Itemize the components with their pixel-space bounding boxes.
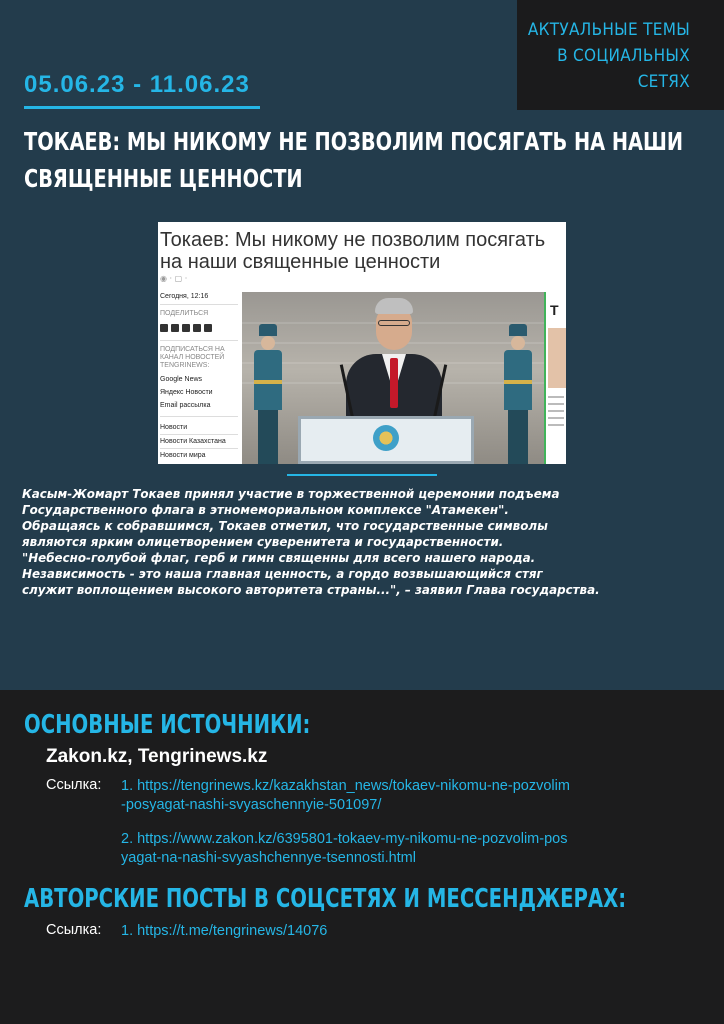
author-posts-heading: АВТОРСКИЕ ПОСТЫ В СОЦСЕТЯХ И МЕССЕНДЖЕРАХ: <box>24 884 627 914</box>
source-link-2[interactable]: 2. https://www.zakon.kz/6395801-tokaev-my-nikomu-ne-pozvolim-pos <box>121 831 568 847</box>
source-link-1[interactable]: 1. https://tengrinews.kz/kazakhstan_news/tokaev-nikomu-ne-pozvolim <box>121 778 570 794</box>
topic-tag-line: СЕТЯХ <box>637 72 690 92</box>
related-thumbnail <box>548 328 566 388</box>
article-text-line: Касым-Жомарт Токаев принял участие в торжественной церемонии подъема <box>22 486 560 501</box>
link-label: Ссылка: <box>46 922 102 938</box>
article-text-line: являются ярким олицетворением суверенитета и государственности. <box>22 534 504 549</box>
nav-kazakhstan-news[interactable]: Новости Казахстана <box>160 438 226 445</box>
headline-line: СВЯЩЕННЫЕ ЦЕННОСТИ <box>24 164 303 193</box>
subscribe-label-line: ПОДПИСАТЬСЯ НА <box>160 346 225 353</box>
ceremony-photo <box>242 292 544 464</box>
sources-names: Zakon.kz, Tengrinews.kz <box>46 746 268 767</box>
channel-email[interactable]: Email рассылка <box>160 402 211 409</box>
headline-line: ТОКАЕВ: МЫ НИКОМУ НЕ ПОЗВОЛИМ ПОСЯГАТЬ НА НАШИ <box>24 127 684 156</box>
channel-google-news[interactable]: Google News <box>160 376 203 383</box>
podium <box>298 416 474 464</box>
topic-tag <box>517 0 724 110</box>
article-text-line: Государственного флага в этномемориальном комплексе "Атамекен". <box>22 502 509 517</box>
divider <box>160 416 238 417</box>
share-label: ПОДЕЛИТЬСЯ <box>160 310 209 317</box>
topic-tag-line: В СОЦИАЛЬНЫХ <box>557 46 690 66</box>
author-post-link[interactable]: 1. https://t.me/tengrinews/14076 <box>121 923 328 939</box>
guard-figure <box>500 324 536 464</box>
source-link-2-cont[interactable]: yagat-na-nashi-svyashchennye-tsennosti.html <box>121 850 416 866</box>
facebook-icon[interactable] <box>182 324 190 332</box>
vk-icon[interactable] <box>160 324 168 332</box>
divider-line <box>287 474 437 476</box>
publish-time: Сегодня, 12:16 <box>160 293 209 300</box>
divider <box>160 340 238 341</box>
divider <box>160 448 238 449</box>
guard-figure <box>250 324 286 464</box>
screenshot-title-line: Токаев: Мы никому не позволим посягать <box>160 229 546 251</box>
article-text-line: Обращаясь к собравшимся, Токаев отметил, что государственные символы <box>22 518 548 533</box>
topic-tag-line: АКТУАЛЬНЫЕ ТЕМЫ <box>527 20 690 40</box>
screenshot-title-line: на наши священные ценности <box>160 251 441 273</box>
article-text-line: Независимость - это наша главная ценность, а гордо возвышающийся стяг <box>22 566 543 581</box>
article-text-line: служит воплощением высокого авторитета страны...", – заявил Глава государства. <box>22 582 600 597</box>
screenshot-meta: ◉ · ▢ · <box>160 274 188 283</box>
related-text <box>548 396 564 426</box>
article-text-line: "Небесно-голубой флаг, герб и гимн священны для всего нашего народа. <box>22 550 536 565</box>
nav-world-news[interactable]: Новости мира <box>160 452 206 459</box>
nav-news[interactable]: Новости <box>160 424 188 431</box>
source-link-1-cont[interactable]: -posyagat-nashi-svyaschennyie-501097/ <box>121 797 382 813</box>
share-icons <box>160 324 212 332</box>
date-underline <box>24 106 260 109</box>
twitter-icon[interactable] <box>204 324 212 332</box>
emblem-icon <box>373 425 399 451</box>
sources-heading: ОСНОВНЫЕ ИСТОЧНИКИ: <box>24 710 311 740</box>
date-range: 05.06.23 - 11.06.23 <box>24 71 250 98</box>
screenshot-sidebar <box>158 288 242 464</box>
divider <box>160 434 238 435</box>
email-icon[interactable] <box>193 324 201 332</box>
related-news-strip <box>544 292 566 464</box>
divider <box>160 304 238 305</box>
link-label: Ссылка: <box>46 777 102 793</box>
related-letter: Т <box>550 302 559 318</box>
channel-yandex-news[interactable]: Яндекс Новости <box>160 389 213 396</box>
subscribe-label-line: КАНАЛ НОВОСТЕЙ <box>160 354 225 361</box>
news-screenshot <box>158 222 566 464</box>
telegram-icon[interactable] <box>171 324 179 332</box>
subscribe-label-line: TENGRINEWS: <box>160 362 210 369</box>
